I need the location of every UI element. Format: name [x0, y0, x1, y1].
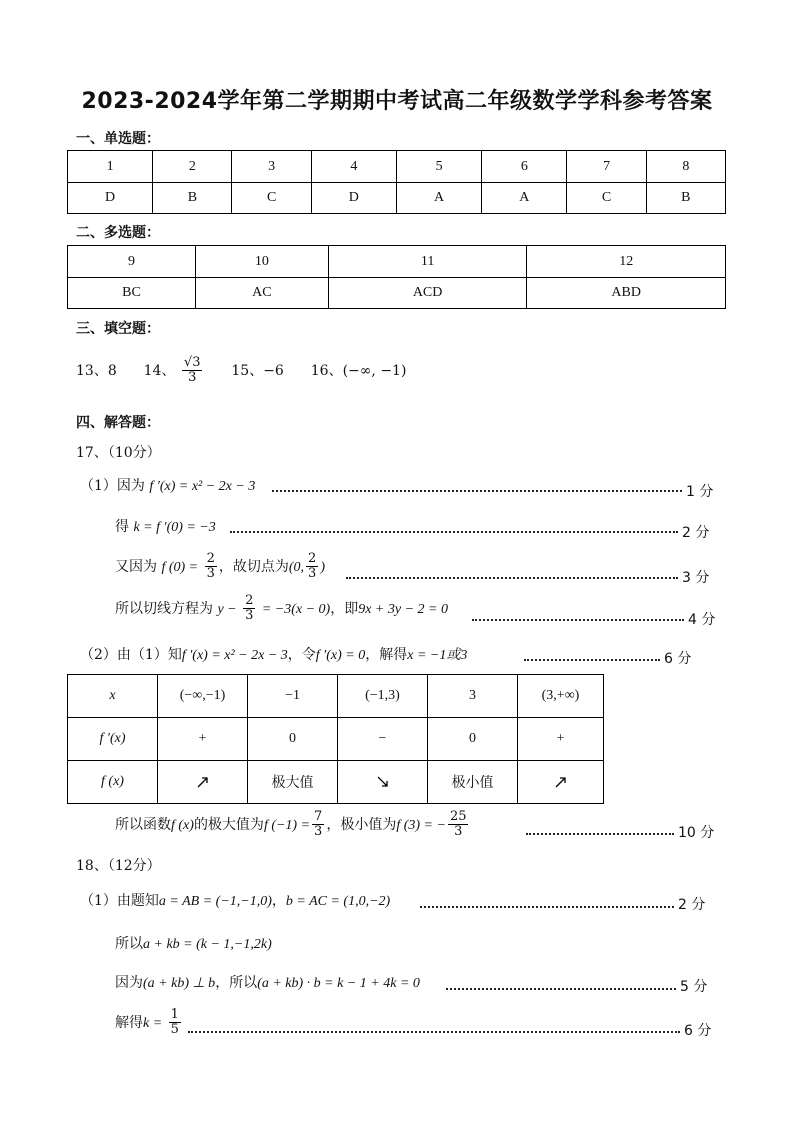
formula: f (0) = — [161, 559, 199, 575]
q17-p1-line4 — [115, 594, 448, 624]
page-title: 2023-2024学年第二学期期中考试高二年级数学学科参考答案 — [81, 89, 713, 114]
formula: f (x) — [171, 817, 194, 833]
formula: f (3) = − — [396, 817, 446, 833]
table-cell: 12 — [527, 246, 726, 278]
table-cell: 6 — [482, 151, 567, 183]
score: 2 分 — [682, 525, 710, 541]
formula: f (−1) = — [263, 817, 311, 833]
table-cell: (−∞,−1) — [158, 675, 248, 718]
table-cell: 5 — [396, 151, 481, 183]
fraction — [205, 552, 217, 582]
q18-header: 18、（12分） — [76, 858, 161, 874]
score: 6 分 — [664, 651, 692, 667]
text: 所以 — [115, 936, 143, 952]
denominator: 3 — [206, 566, 215, 582]
increasing-arrow-icon — [518, 761, 604, 804]
table-cell: (3,+∞) — [518, 675, 604, 718]
increasing-arrow-icon — [158, 761, 248, 804]
denominator: 3 — [245, 608, 254, 624]
table-cell: D — [68, 183, 153, 214]
text: 得 — [115, 519, 129, 535]
table-cell: C — [232, 183, 311, 214]
text: ，即 — [330, 600, 359, 617]
answer-14-fraction — [182, 356, 203, 386]
text: （2）由（1）知 — [80, 647, 182, 663]
q17-p1-line2 — [115, 516, 216, 536]
dotted-leader — [526, 833, 674, 835]
formula: k = f ′(0) = −3 — [133, 520, 216, 535]
q18-line4 — [115, 1008, 183, 1038]
table-cell: −1 — [248, 675, 338, 718]
table-cell: x — [68, 675, 158, 718]
score: 3 分 — [682, 570, 710, 586]
text: ，所以 — [215, 975, 258, 991]
table-cell: 8 — [646, 151, 725, 183]
q17-header: 17、（10分） — [76, 445, 161, 461]
score: 4 分 — [688, 612, 716, 628]
formula: b = AC = (1,0,−2) — [285, 894, 391, 909]
dotted-leader — [446, 988, 676, 990]
denominator: 3 — [314, 824, 323, 840]
formula: (a + kb) · b = k − 1 + 4k = 0 — [257, 976, 420, 991]
score: 10 分 — [678, 825, 715, 841]
table-cell: 2 — [153, 151, 232, 183]
fill-blank-answers — [76, 356, 406, 386]
numerator: 2 — [206, 551, 215, 566]
fraction — [448, 810, 469, 840]
dotted-leader — [188, 1031, 680, 1033]
table-cell: B — [646, 183, 725, 214]
fraction — [169, 1008, 181, 1038]
table-cell: 3 — [232, 151, 311, 183]
table-cell: 9 — [68, 246, 196, 278]
formula: y − — [217, 601, 237, 617]
table-cell: 0 — [248, 718, 338, 761]
answer-15: 15、−6 — [231, 362, 284, 379]
q18-line2 — [115, 933, 272, 953]
numerator: 2 — [308, 551, 317, 566]
formula: k = — [143, 1015, 163, 1031]
q17-p1-line1 — [80, 475, 255, 495]
numerator: √3 — [183, 355, 201, 370]
table-cell: 4 — [311, 151, 396, 183]
table-cell: B — [153, 183, 232, 214]
text: 的极大值为 — [193, 816, 264, 833]
formula: (a + kb) ⊥ b — [143, 976, 216, 991]
formula: x = −1或3 — [407, 648, 468, 663]
table-cell: 极小值 — [428, 761, 518, 804]
table-cell: AC — [195, 278, 328, 309]
score: 6 分 — [684, 1023, 712, 1039]
table-cell: 1 — [68, 151, 153, 183]
single-choice-table — [67, 150, 726, 214]
table-cell: C — [567, 183, 646, 214]
denominator: 3 — [454, 824, 463, 840]
table-cell: − — [338, 718, 428, 761]
text: 因为 — [115, 975, 143, 991]
text: 解得 — [115, 1014, 143, 1031]
formula: a = AB = (−1,−1,0) — [158, 894, 272, 909]
table-row — [68, 675, 604, 718]
text: ，故切点为 — [218, 558, 289, 575]
denominator: 3 — [188, 370, 197, 386]
dotted-leader — [472, 619, 684, 621]
text: ，极小值为 — [326, 816, 397, 833]
q17-conclusion — [115, 810, 470, 840]
text: ， — [271, 893, 286, 909]
q17-p1-line3 — [115, 552, 325, 582]
section-multi-choice: 二、多选题： — [76, 225, 160, 241]
table-cell: 极大值 — [248, 761, 338, 804]
section-solutions: 四、解答题： — [76, 415, 160, 431]
multi-choice-table — [67, 245, 726, 309]
table-cell: BC — [68, 278, 196, 309]
table-cell: A — [396, 183, 481, 214]
table-row — [68, 761, 604, 804]
answer-13: 13、8 — [76, 362, 117, 379]
formula: ) — [320, 559, 325, 575]
q18-line3 — [115, 972, 420, 992]
table-cell: A — [482, 183, 567, 214]
table-cell: 3 — [428, 675, 518, 718]
formula: 9x + 3y − 2 = 0 — [358, 601, 448, 617]
fraction — [312, 810, 324, 840]
dotted-leader — [346, 577, 678, 579]
table-cell: 10 — [195, 246, 328, 278]
denominator: 3 — [308, 566, 317, 582]
table-cell: D — [311, 183, 396, 214]
dotted-leader — [230, 531, 678, 533]
text: （1）由题知 — [80, 893, 159, 909]
table-cell: ACD — [328, 278, 527, 309]
table-cell: 7 — [567, 151, 646, 183]
table-cell: 0 — [428, 718, 518, 761]
table-row — [68, 278, 726, 309]
table-row — [68, 183, 726, 214]
formula: = −3(x − 0) — [261, 601, 331, 617]
answer-14-label: 14、 — [143, 362, 176, 379]
text: （1）因为 — [80, 478, 145, 494]
q18-line1 — [80, 890, 390, 910]
answer-16: 16、(−∞, −1) — [310, 362, 407, 379]
table-cell: f ′(x) — [68, 718, 158, 761]
numerator: 1 — [170, 1007, 179, 1022]
table-row — [68, 246, 726, 278]
formula: a + kb = (k − 1,−1,2k) — [143, 937, 272, 952]
monotonicity-table — [67, 674, 604, 804]
dotted-leader — [420, 906, 674, 908]
dotted-leader — [272, 490, 682, 492]
numerator: 25 — [449, 809, 467, 824]
fraction — [243, 594, 255, 624]
fraction — [306, 552, 318, 582]
table-cell: + — [158, 718, 248, 761]
numerator: 2 — [245, 593, 254, 608]
table-cell: + — [518, 718, 604, 761]
dotted-leader — [524, 659, 660, 661]
section-fill-blank: 三、填空题： — [76, 321, 160, 337]
decreasing-arrow-icon — [338, 761, 428, 804]
section-single-choice: 一、单选题： — [76, 131, 160, 147]
text: 所以函数 — [115, 816, 171, 833]
score: 5 分 — [680, 979, 708, 995]
text: ，解得 — [365, 647, 408, 663]
denominator: 5 — [170, 1022, 179, 1038]
numerator: 7 — [314, 809, 323, 824]
table-cell: 11 — [328, 246, 527, 278]
score: 1 分 — [686, 484, 714, 500]
table-cell: (−1,3) — [338, 675, 428, 718]
formula: f ′(x) = x² − 2x − 3 — [149, 479, 256, 494]
text: ，令 — [287, 647, 316, 663]
q17-p2-line — [80, 644, 467, 664]
table-cell: ABD — [527, 278, 726, 309]
table-cell: f (x) — [68, 761, 158, 804]
formula: f ′(x) = 0 — [315, 648, 366, 663]
table-row — [68, 151, 726, 183]
formula: (0, — [288, 559, 305, 575]
formula: f ′(x) = x² − 2x − 3 — [181, 648, 288, 663]
table-row — [68, 718, 604, 761]
score: 2 分 — [678, 897, 706, 913]
text: 所以切线方程为 — [115, 600, 213, 617]
text: 又因为 — [115, 558, 157, 575]
